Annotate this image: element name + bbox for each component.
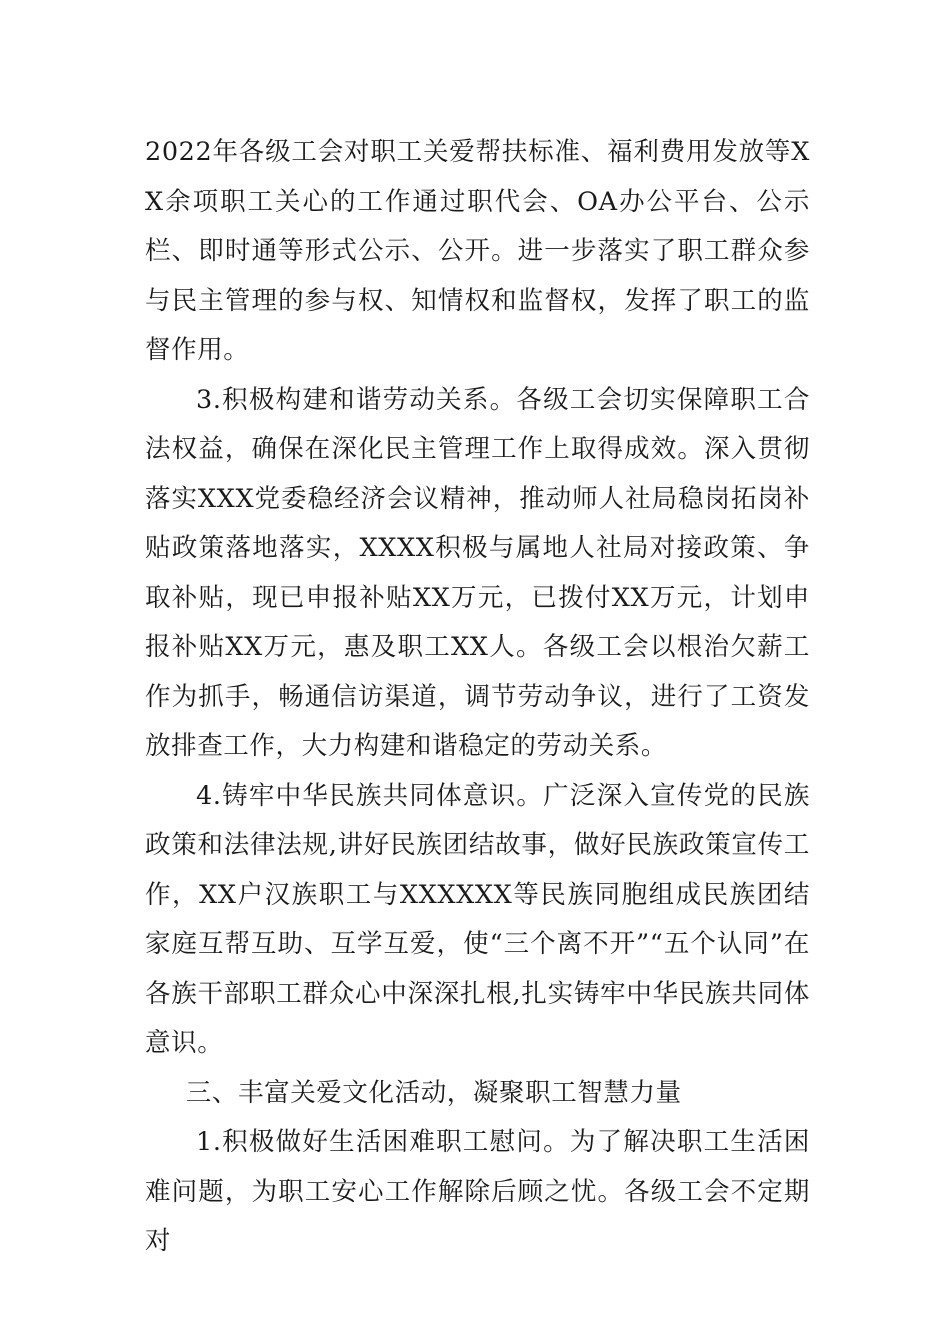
paragraph-labor-relations: 3.积极构建和谐劳动关系。各级工会切实保障职工合法权益，确保在深化民主管理工作上取得成效。深入贯彻落实XXX党委稳经济会议精神，推动师人社局稳岗拓岗补贴政策落地落实，XXXX积极与属地人社局对接政策、争取补贴，现已申报补贴XX万元，已拨付XX万元，计划申报补贴XX万元，惠及职工XX人。各级工会以根治欠薪工作为抓手，畅通信访渠道，调节劳动争议，进行了工资发放排查工作，大力构建和谐稳定的劳动关系。 bbox=[145, 384, 810, 761]
paragraph-national-unity: 4.铸牢中华民族共同体意识。广泛深入宣传党的民族政策和法律法规,讲好民族团结故事，做好民族政策宣传工作，XX户汉族职工与XXXXXX等民族同胞组成民族团结家庭互帮互助、互学互爱，使“三个离不开”“五个认同”在各族干部职工群众心中深深扎根,扎实铸牢中华民族共同体意识。 bbox=[145, 780, 810, 1058]
paragraph-continuation: 2022年各级工会对职工关爱帮扶标准、福利费用发放等XX余项职工关心的工作通过职代会、OA办公平台、公示栏、即时通等形式公示、公开。进一步落实了职工群众参与民主管理的参与权、知情权和监督权，发挥了职工的监督作用。 bbox=[145, 137, 810, 365]
paragraph-hardship-visits: 1.积极做好生活困难职工慰问。为了解决职工生活困难问题，为职工安心工作解除后顾之忧。各级工会不定期对 bbox=[145, 1127, 810, 1256]
section-heading: 三、丰富关爱文化活动，凝聚职工智慧力量 bbox=[185, 1077, 682, 1108]
document-body bbox=[145, 128, 810, 1267]
